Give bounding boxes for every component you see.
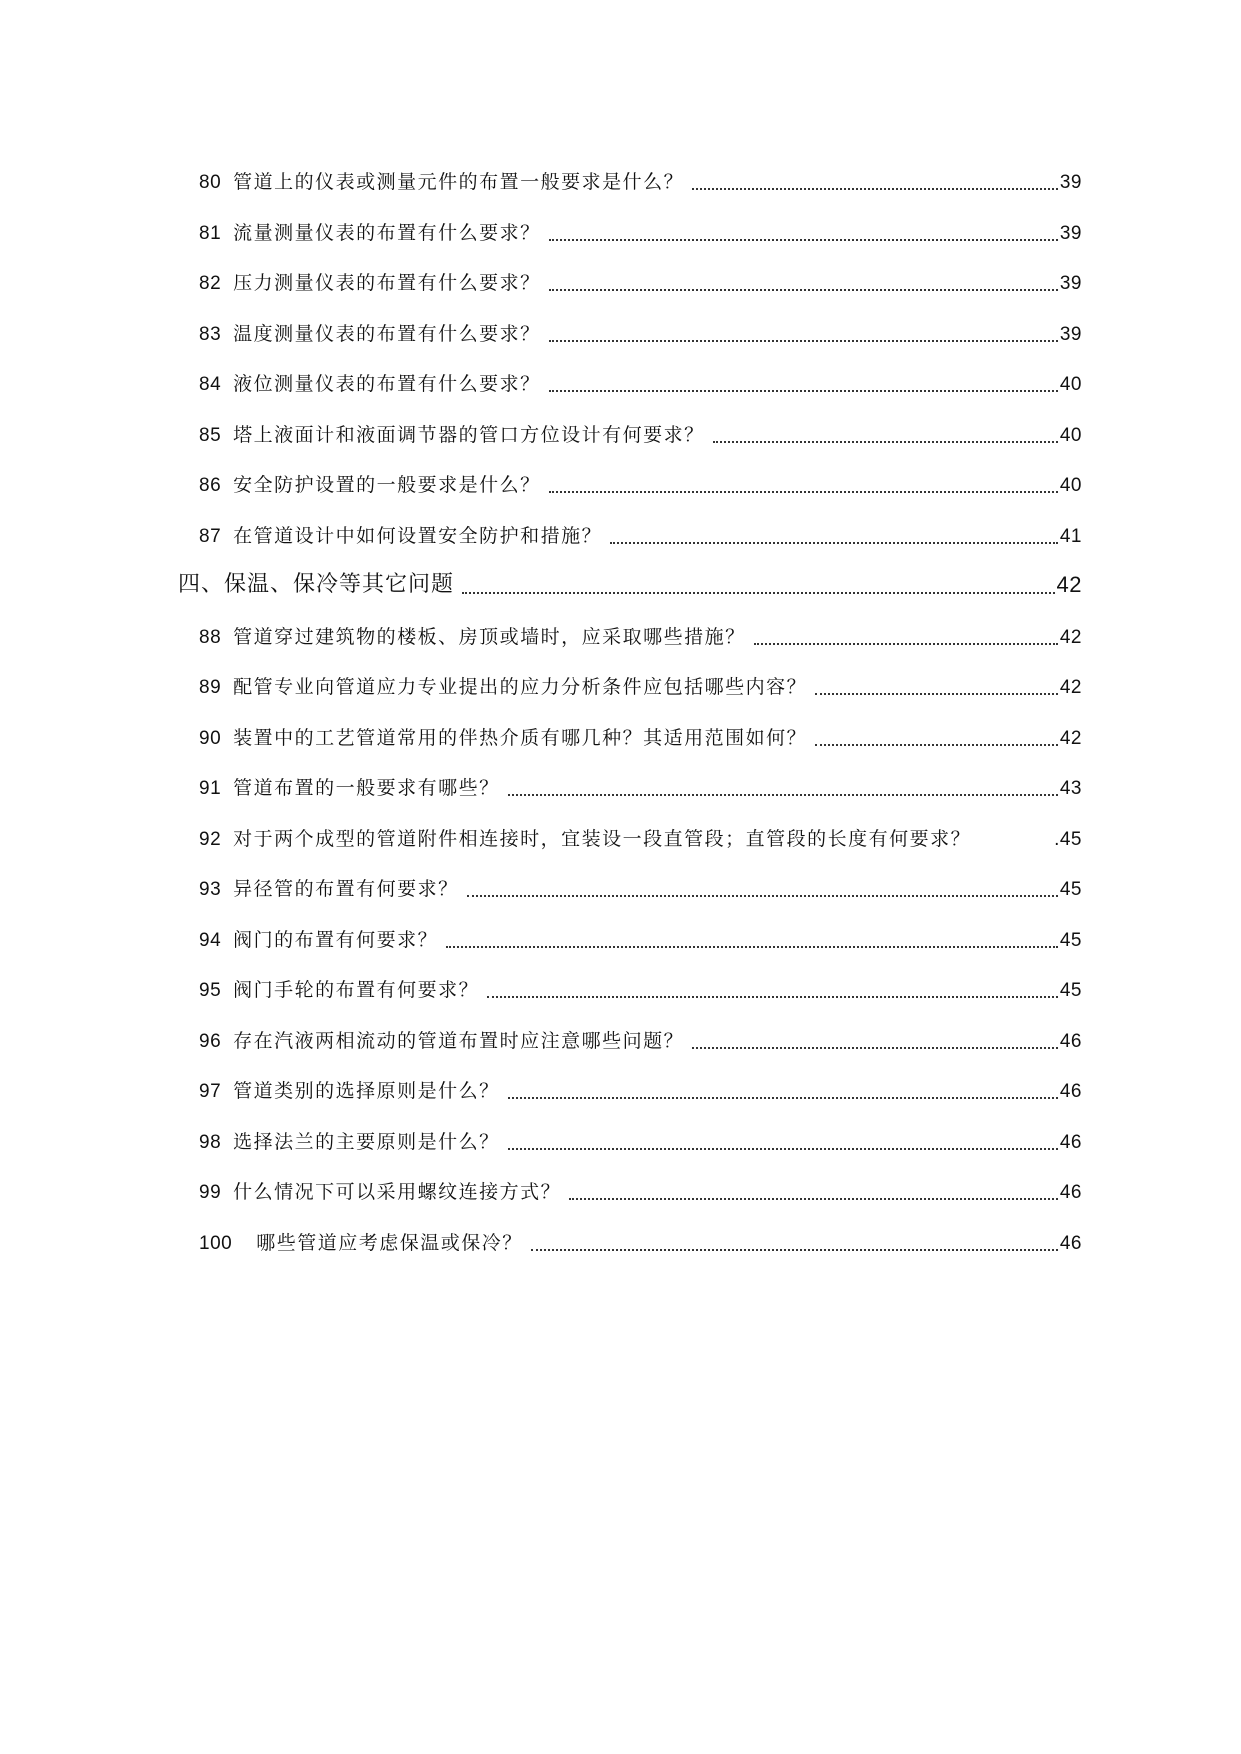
entry-page-number: 42 bbox=[1059, 627, 1082, 648]
dot-leader bbox=[549, 285, 1058, 291]
entry-title: 安全防护设置的一般要求是什么？ bbox=[233, 474, 541, 496]
dot-leader bbox=[487, 992, 1058, 998]
dot-leader bbox=[610, 538, 1058, 544]
entry-title: 什么情况下可以采用螺纹连接方式？ bbox=[233, 1181, 562, 1203]
toc-entry[interactable] bbox=[199, 714, 1082, 750]
dot-leader bbox=[815, 689, 1058, 695]
entry-title: 在管道设计中如何设置安全防护和措施？ bbox=[233, 525, 603, 547]
entry-title: 哪些管道应考虑保温或保冷？ bbox=[256, 1232, 523, 1254]
entry-page-number: 41 bbox=[1059, 526, 1082, 547]
dot-leader bbox=[508, 1144, 1058, 1150]
dot-leader bbox=[549, 487, 1058, 493]
dot-leader bbox=[549, 336, 1058, 342]
dot-leader bbox=[692, 184, 1058, 190]
entry-page-number: 39 bbox=[1059, 324, 1082, 345]
toc-section-heading[interactable] bbox=[178, 562, 1082, 598]
entry-number: 91 bbox=[199, 778, 222, 799]
entry-page-number: 46 bbox=[1059, 1081, 1082, 1102]
toc-entry[interactable] bbox=[199, 259, 1082, 295]
dot-leader bbox=[713, 437, 1058, 443]
entry-title: 配管专业向管道应力专业提出的应力分析条件应包括哪些内容？ bbox=[233, 676, 808, 698]
dot-leader bbox=[531, 1245, 1058, 1251]
entry-page-number: 40 bbox=[1059, 374, 1082, 395]
toc-entry[interactable] bbox=[199, 360, 1082, 396]
entry-page-number: 40 bbox=[1059, 475, 1082, 496]
entry-number: 80 bbox=[199, 172, 222, 193]
entry-number: 82 bbox=[199, 273, 222, 294]
entry-title: 管道类别的选择原则是什么？ bbox=[233, 1080, 500, 1102]
toc-entry[interactable] bbox=[199, 411, 1082, 447]
entry-number: 84 bbox=[199, 374, 222, 395]
entry-page-number: 46 bbox=[1059, 1182, 1082, 1203]
toc-entry[interactable] bbox=[199, 1219, 1082, 1255]
entry-number: 85 bbox=[199, 425, 222, 446]
entry-page-number: 46 bbox=[1059, 1132, 1082, 1153]
entry-title: 阀门手轮的布置有何要求？ bbox=[233, 979, 480, 1001]
dot-leader bbox=[508, 1093, 1058, 1099]
entry-title: 存在汽液两相流动的管道布置时应注意哪些问题？ bbox=[233, 1030, 685, 1052]
entry-title: 管道穿过建筑物的楼板、房顶或墙时，应采取哪些措施？ bbox=[233, 626, 746, 648]
entry-number: 94 bbox=[199, 930, 222, 951]
entry-number: 83 bbox=[199, 324, 222, 345]
entry-number: 88 bbox=[199, 627, 222, 648]
entry-number: 86 bbox=[199, 475, 222, 496]
entry-page-number: 40 bbox=[1059, 425, 1082, 446]
entry-page-number: 42 bbox=[1059, 677, 1082, 698]
entry-title: 对于两个成型的管道附件相连接时，宜装设一段直管段；直管段的长度有何要求？ bbox=[233, 828, 972, 850]
entry-page-number: 45 bbox=[1059, 879, 1082, 900]
dot-leader bbox=[462, 588, 1055, 594]
toc-entry[interactable] bbox=[199, 512, 1082, 548]
entry-page-number: 39 bbox=[1059, 223, 1082, 244]
entry-title: 装置中的工艺管道常用的伴热介质有哪几种？其适用范围如何？ bbox=[233, 727, 808, 749]
section-page-number: 42 bbox=[1056, 572, 1082, 597]
entry-page-number: 43 bbox=[1059, 778, 1082, 799]
entry-page-number: 45 bbox=[1059, 930, 1082, 951]
toc-entry[interactable] bbox=[199, 1118, 1082, 1154]
entry-number: 93 bbox=[199, 879, 222, 900]
toc-entry[interactable] bbox=[199, 1067, 1082, 1103]
toc-entry[interactable] bbox=[199, 815, 1082, 851]
entry-page-number: 39 bbox=[1059, 273, 1082, 294]
dot-leader bbox=[446, 942, 1058, 948]
entry-number: 89 bbox=[199, 677, 222, 698]
section-title: 四、保温、保冷等其它问题 bbox=[178, 572, 455, 597]
dot-leader bbox=[508, 790, 1058, 796]
dot-leader bbox=[815, 740, 1058, 746]
entry-number: 92 bbox=[199, 829, 222, 850]
entry-number: 81 bbox=[199, 223, 222, 244]
entry-title: 流量测量仪表的布置有什么要求？ bbox=[233, 222, 541, 244]
toc-entry[interactable] bbox=[199, 966, 1082, 1002]
entry-number: 96 bbox=[199, 1031, 222, 1052]
entry-title: 管道布置的一般要求有哪些？ bbox=[233, 777, 500, 799]
toc-entry[interactable] bbox=[199, 613, 1082, 649]
entry-title: 温度测量仪表的布置有什么要求？ bbox=[233, 323, 541, 345]
entry-page-number: 45 bbox=[1059, 980, 1082, 1001]
toc-entry[interactable] bbox=[199, 209, 1082, 245]
entry-page-number: 42 bbox=[1059, 728, 1082, 749]
dot-leader bbox=[692, 1043, 1058, 1049]
toc-entry[interactable] bbox=[199, 310, 1082, 346]
entry-number: 99 bbox=[199, 1182, 222, 1203]
entry-page-number: 46 bbox=[1059, 1031, 1082, 1052]
toc-entry[interactable] bbox=[199, 663, 1082, 699]
toc-entry[interactable] bbox=[199, 865, 1082, 901]
entry-page-number: 46 bbox=[1059, 1233, 1082, 1254]
entry-page-number: .45 bbox=[1054, 829, 1082, 850]
entry-number: 98 bbox=[199, 1132, 222, 1153]
dot-leader bbox=[467, 891, 1058, 897]
toc-entry[interactable] bbox=[199, 916, 1082, 952]
entry-title: 选择法兰的主要原则是什么？ bbox=[233, 1131, 500, 1153]
entry-number: 87 bbox=[199, 526, 222, 547]
dot-leader bbox=[569, 1194, 1058, 1200]
dot-leader bbox=[754, 639, 1058, 645]
entry-number: 100 bbox=[199, 1233, 233, 1254]
toc-entry[interactable] bbox=[199, 764, 1082, 800]
entry-number: 90 bbox=[199, 728, 222, 749]
dot-leader bbox=[549, 386, 1058, 392]
entry-title: 异径管的布置有何要求？ bbox=[233, 878, 459, 900]
entry-title: 液位测量仪表的布置有什么要求？ bbox=[233, 373, 541, 395]
dot-leader bbox=[549, 235, 1058, 241]
toc-entry[interactable] bbox=[199, 158, 1082, 194]
entry-number: 97 bbox=[199, 1081, 222, 1102]
toc-entry[interactable] bbox=[199, 1017, 1082, 1053]
entry-page-number: 39 bbox=[1059, 172, 1082, 193]
entry-title: 阀门的布置有何要求？ bbox=[233, 929, 439, 951]
entry-title: 压力测量仪表的布置有什么要求？ bbox=[233, 272, 541, 294]
toc-entry[interactable] bbox=[199, 1168, 1082, 1204]
toc-entry[interactable] bbox=[199, 461, 1082, 497]
entry-number: 95 bbox=[199, 980, 222, 1001]
entry-title: 管道上的仪表或测量元件的布置一般要求是什么？ bbox=[233, 171, 685, 193]
entry-title: 塔上液面计和液面调节器的管口方位设计有何要求？ bbox=[233, 424, 705, 446]
